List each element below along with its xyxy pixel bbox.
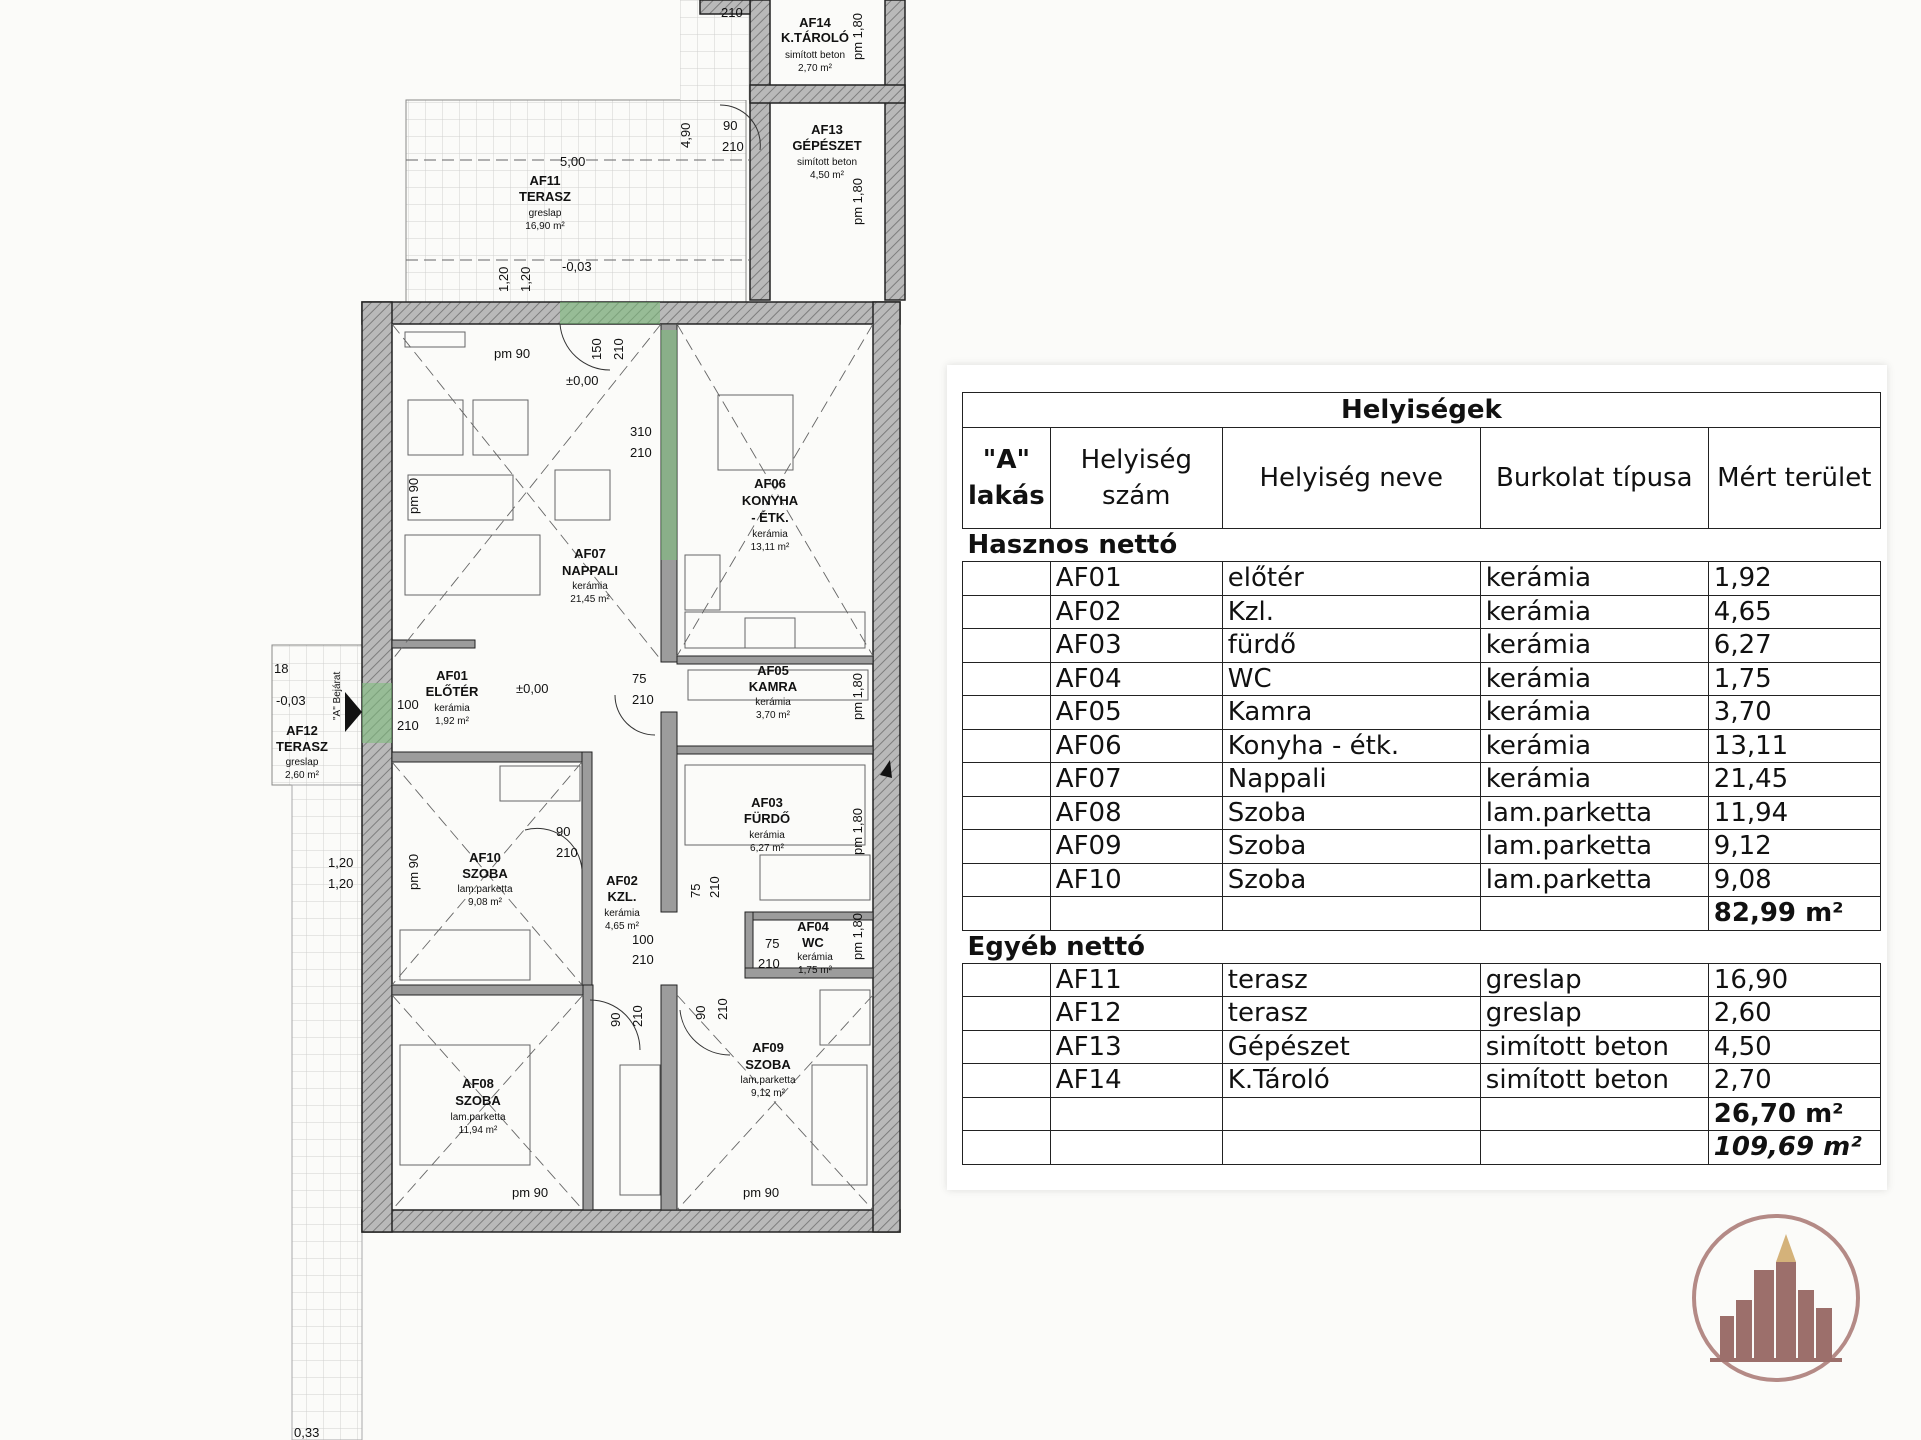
entrance-label: "A" Bejárat	[332, 671, 343, 720]
room-finish: kerámia	[749, 830, 785, 841]
furniture	[400, 332, 870, 1195]
area-cell: 16,90	[1708, 963, 1880, 997]
area-cell: 11,94	[1708, 796, 1880, 830]
table-row	[963, 863, 1881, 897]
dim-text: 90	[608, 1012, 623, 1027]
room-name-cell: Kzl.	[1222, 595, 1480, 629]
room-label-af04	[797, 919, 833, 976]
room-name-cell: Szoba	[1222, 796, 1480, 830]
dim-text: pm 1,80	[850, 178, 865, 225]
section-heading: Hasznos nettó	[963, 529, 1881, 562]
dim-text: 210	[715, 998, 730, 1020]
table-row	[963, 662, 1881, 696]
room-finish: greslap	[285, 757, 319, 768]
room-code: AF05	[757, 663, 789, 678]
room-area: 13,11 m²	[750, 542, 790, 553]
room-code: AF03	[751, 795, 783, 810]
room-name: KAMRA	[748, 679, 798, 694]
room-name: - ÉTK.	[751, 510, 789, 525]
area-cell: 6,27	[1708, 629, 1880, 663]
exterior-walls	[362, 302, 900, 1232]
room-area: 3,70 m²	[756, 710, 790, 721]
room-area: 16,90 m²	[525, 221, 565, 232]
room-name-cell: Szoba	[1222, 830, 1480, 864]
finish-cell: lam.parketta	[1480, 830, 1708, 864]
room-finish: kerámia	[752, 529, 788, 540]
level-text: -0,03	[562, 259, 592, 274]
table-row	[963, 1064, 1881, 1098]
dim-text: pm 90	[406, 477, 421, 514]
room-name-cell: WC	[1222, 662, 1480, 696]
room-name: WC	[802, 935, 824, 950]
room-area: 1,75 m²	[798, 965, 832, 976]
finish-cell: kerámia	[1480, 629, 1708, 663]
area-cell: 1,92	[1708, 562, 1880, 596]
room-finish: lam.parketta	[740, 1075, 796, 1086]
total-value: 109,69 m²	[1708, 1131, 1880, 1165]
dim-text: 0,33	[294, 1425, 320, 1440]
room-code: AF07	[574, 546, 606, 561]
flat-cell	[963, 1064, 1051, 1098]
dim-text: pm 1,80	[850, 13, 865, 60]
room-finish: kerámia	[604, 908, 640, 919]
subtotal-value: 82,99 m²	[1708, 897, 1880, 931]
finish-cell: greslap	[1480, 963, 1708, 997]
room-finish: kerámia	[434, 703, 470, 714]
finish-cell: kerámia	[1480, 662, 1708, 696]
dim-text: 150	[589, 338, 604, 360]
city-skyline-logo	[1690, 1212, 1862, 1384]
table-title: Helyiségek	[963, 393, 1881, 428]
room-label-af02	[604, 873, 640, 932]
room-schedule-panel	[947, 365, 1887, 1190]
room-label-af13	[792, 122, 861, 181]
dim-text: 1,20	[328, 855, 354, 870]
header-room-name: Helyiség neve	[1222, 428, 1480, 529]
dim-text: 210	[707, 876, 722, 898]
table-row	[963, 796, 1881, 830]
room-code: AF02	[606, 873, 638, 888]
subtotal-row	[963, 897, 1881, 931]
area-cell: 3,70	[1708, 696, 1880, 730]
flat-cell	[963, 729, 1051, 763]
dim-text: 100	[397, 697, 419, 712]
room-area: 2,70 m²	[798, 63, 832, 74]
dim-text: 210	[611, 338, 626, 360]
room-name: TERASZ	[276, 739, 328, 754]
dim-text: 75	[765, 936, 780, 951]
floor-plan	[0, 0, 940, 1440]
room-code: AF12	[286, 723, 318, 738]
table-row	[963, 696, 1881, 730]
room-code: AF11	[529, 173, 561, 188]
room-area: 4,65 m²	[605, 921, 639, 932]
room-area: 1,92 m²	[435, 716, 469, 727]
room-label-af10	[457, 850, 512, 908]
room-area: 4,50 m²	[810, 170, 844, 181]
room-code: AF10	[469, 850, 501, 865]
dim-text: 90	[693, 1005, 708, 1020]
room-code: AF01	[436, 668, 468, 683]
room-name: KZL.	[607, 889, 637, 904]
table-row	[963, 963, 1881, 997]
room-code-cell: AF11	[1050, 963, 1222, 997]
table-row	[963, 729, 1881, 763]
room-label-af08	[450, 1076, 505, 1136]
dim-text: 210	[721, 5, 743, 20]
room-name-cell: Konyha - étk.	[1222, 729, 1480, 763]
room-code-cell: AF05	[1050, 696, 1222, 730]
level-text: ±0,00	[566, 373, 599, 388]
room-code-cell: AF03	[1050, 629, 1222, 663]
room-name-cell: Gépészet	[1222, 1030, 1480, 1064]
room-name: FÜRDŐ	[743, 811, 791, 826]
dim-text: 1,20	[518, 266, 533, 292]
room-code: AF04	[797, 919, 829, 934]
table-row	[963, 629, 1881, 663]
dim-text: 75	[632, 671, 647, 686]
flat-cell	[963, 963, 1051, 997]
room-name-cell: terasz	[1222, 997, 1480, 1031]
room-name-cell: előtér	[1222, 562, 1480, 596]
flat-cell	[963, 997, 1051, 1031]
area-cell: 9,12	[1708, 830, 1880, 864]
room-name: NAPPALI	[561, 563, 619, 578]
dim-text: 5,00	[560, 154, 586, 169]
room-name: ELŐTÉR	[425, 684, 479, 699]
table-row	[963, 997, 1881, 1031]
flat-cell	[963, 796, 1051, 830]
door-openings	[362, 302, 677, 743]
room-name: KONYHA	[741, 493, 799, 508]
room-code: AF09	[752, 1040, 784, 1055]
dim-text: 210	[630, 445, 652, 460]
table-row	[963, 830, 1881, 864]
flat-cell	[963, 1030, 1051, 1064]
dim-text: 100	[632, 932, 654, 947]
dim-text: pm 90	[494, 346, 531, 361]
room-label-af05	[749, 663, 798, 721]
finish-cell: kerámia	[1480, 562, 1708, 596]
finish-cell: greslap	[1480, 997, 1708, 1031]
dim-text: pm 1,80	[850, 913, 865, 960]
room-area: 6,27 m²	[750, 843, 784, 854]
room-name-cell: Kamra	[1222, 696, 1480, 730]
table-row	[963, 562, 1881, 596]
room-code-cell: AF01	[1050, 562, 1222, 596]
room-code-cell: AF06	[1050, 729, 1222, 763]
dim-text: 1,20	[328, 876, 354, 891]
dim-text: 18	[274, 661, 289, 676]
area-cell: 13,11	[1708, 729, 1880, 763]
flat-cell	[963, 863, 1051, 897]
dim-text: 210	[556, 845, 578, 860]
table-row	[963, 763, 1881, 797]
subtotal-value: 26,70 m²	[1708, 1097, 1880, 1131]
dim-text: 210	[397, 718, 419, 733]
room-code-cell: AF08	[1050, 796, 1222, 830]
finish-cell: kerámia	[1480, 595, 1708, 629]
finish-cell: kerámia	[1480, 729, 1708, 763]
flat-cell	[963, 763, 1051, 797]
room-name: SZOBA	[462, 866, 508, 881]
room-code-cell: AF04	[1050, 662, 1222, 696]
dim-text: 90	[556, 824, 571, 839]
room-code-cell: AF09	[1050, 830, 1222, 864]
room-name: SZOBA	[745, 1057, 791, 1072]
dim-text: pm 90	[406, 853, 421, 890]
finish-cell: lam.parketta	[1480, 863, 1708, 897]
section-heading: Egyéb nettó	[963, 930, 1881, 963]
room-name-cell: Nappali	[1222, 763, 1480, 797]
room-finish: kerámia	[755, 697, 791, 708]
dim-text: 310	[630, 424, 652, 439]
area-cell: 4,65	[1708, 595, 1880, 629]
room-code-cell: AF02	[1050, 595, 1222, 629]
room-area: 11,94 m²	[458, 1125, 498, 1136]
room-code: AF08	[462, 1076, 494, 1091]
terrace-af11-floor	[406, 100, 746, 305]
header-flat: "A" lakás	[963, 428, 1051, 529]
header-area: Mért terület	[1708, 428, 1880, 529]
flat-cell	[963, 830, 1051, 864]
dim-text: 210	[632, 952, 654, 967]
finish-cell: kerámia	[1480, 696, 1708, 730]
total-row	[963, 1131, 1881, 1165]
room-code-cell: AF10	[1050, 863, 1222, 897]
flat-cell	[963, 629, 1051, 663]
subtotal-row	[963, 1097, 1881, 1131]
dim-text: 1,20	[496, 266, 511, 292]
room-name: GÉPÉSZET	[792, 138, 862, 153]
room-finish: simított beton	[784, 50, 846, 61]
table-row	[963, 1030, 1881, 1064]
header-finish: Burkolat típusa	[1480, 428, 1708, 529]
level-text: ±0,00	[516, 681, 549, 696]
area-cell: 2,60	[1708, 997, 1880, 1031]
room-finish: lam.parketta	[457, 884, 513, 895]
room-label-af03	[744, 795, 790, 854]
room-finish: lam.parketta	[450, 1112, 506, 1123]
room-name-cell: K.Tároló	[1222, 1064, 1480, 1098]
flat-cell	[963, 662, 1051, 696]
room-area: 2,60 m²	[285, 770, 319, 781]
room-code: AF14	[799, 15, 831, 30]
room-code-cell: AF12	[1050, 997, 1222, 1031]
dim-text: 210	[722, 139, 744, 154]
level-text: -0,03	[276, 693, 306, 708]
dim-text: pm 90	[512, 1185, 549, 1200]
area-cell: 21,45	[1708, 763, 1880, 797]
dim-text: pm 90	[743, 1185, 780, 1200]
room-area: 9,12 m²	[751, 1088, 785, 1099]
room-label-af06	[742, 476, 799, 553]
flat-cell	[963, 562, 1051, 596]
room-area: 9,08 m²	[468, 897, 502, 908]
room-code-cell: AF13	[1050, 1030, 1222, 1064]
finish-cell: lam.parketta	[1480, 796, 1708, 830]
room-code-cell: AF14	[1050, 1064, 1222, 1098]
dim-text: 210	[758, 956, 780, 971]
header-room-number: Helyiség szám	[1050, 428, 1222, 529]
dim-text: 210	[630, 1005, 645, 1027]
finish-cell: kerámia	[1480, 763, 1708, 797]
area-cell: 2,70	[1708, 1064, 1880, 1098]
room-finish: simított beton	[796, 157, 858, 168]
room-name: SZOBA	[455, 1093, 501, 1108]
room-code-cell: AF07	[1050, 763, 1222, 797]
area-cell: 4,50	[1708, 1030, 1880, 1064]
table-row	[963, 595, 1881, 629]
area-cell: 9,08	[1708, 863, 1880, 897]
room-code: AF06	[754, 476, 786, 491]
room-schedule-table	[962, 392, 1881, 1165]
room-name: K.TÁROLÓ	[781, 30, 849, 45]
room-name: TERASZ	[519, 189, 571, 204]
room-finish: kerámia	[572, 581, 608, 592]
room-label-af01	[426, 668, 479, 727]
room-label-af09	[740, 1040, 795, 1099]
room-label-af07	[562, 546, 618, 605]
dim-text: pm 1,80	[850, 673, 865, 720]
room-name-cell: Szoba	[1222, 863, 1480, 897]
dim-text: 210	[632, 692, 654, 707]
room-label-af14	[781, 15, 849, 74]
dim-text: pm 1,80	[850, 808, 865, 855]
dim-text: 4,90	[678, 122, 693, 148]
dim-text: 90	[723, 118, 738, 133]
finish-cell: simított beton	[1480, 1030, 1708, 1064]
room-code: AF13	[811, 122, 843, 137]
room-area: 21,45 m²	[570, 594, 610, 605]
finish-cell: simított beton	[1480, 1064, 1708, 1098]
room-name-cell: terasz	[1222, 963, 1480, 997]
dim-text: 75	[688, 883, 703, 898]
flat-cell	[963, 595, 1051, 629]
room-name-cell: fürdő	[1222, 629, 1480, 663]
room-finish: kerámia	[797, 952, 833, 963]
area-cell: 1,75	[1708, 662, 1880, 696]
room-finish: greslap	[528, 208, 562, 219]
flat-cell	[963, 696, 1051, 730]
